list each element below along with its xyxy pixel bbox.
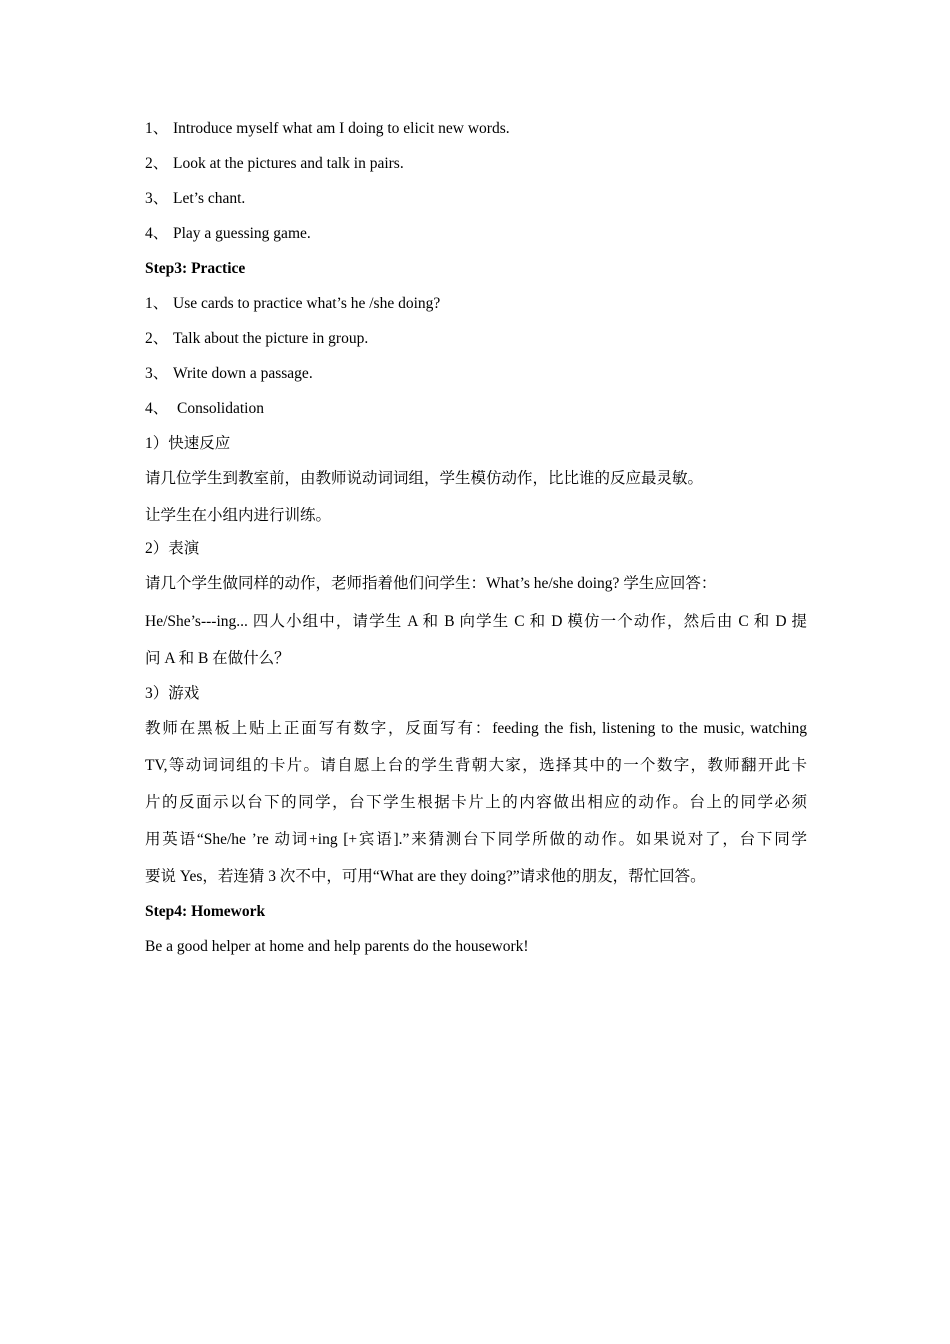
list-text: Write down a passage. xyxy=(173,365,313,382)
list-item xyxy=(145,396,807,431)
list-number: 2、 xyxy=(145,330,169,347)
list-text: Use cards to practice what’s he /she doing? xyxy=(173,295,441,312)
list-number: 1、 xyxy=(145,295,169,312)
paragraph-line: He/She’s---ing... 四人小组中，请学生 A 和 B 向学生 C 和 D 模仿一个动作，然后由 C 和 D 提 xyxy=(145,613,807,630)
step3-list xyxy=(145,291,807,431)
homework-text: Be a good helper at home and help parents do the housework! xyxy=(145,938,529,955)
paragraph-line: TV,等动词词组的卡片。请自愿上台的学生背朝大家，选择其中的一个数字，教师翻开此卡 xyxy=(145,757,807,774)
list-number: 3、 xyxy=(145,365,169,382)
list-number: 2、 xyxy=(145,155,169,172)
step3-heading: Step3: Practice xyxy=(145,260,246,277)
list-number: 1、 xyxy=(145,120,169,137)
list-item xyxy=(145,151,807,186)
list-number: 4、 xyxy=(145,225,169,242)
list-text: Play a guessing game. xyxy=(173,225,311,242)
list-item xyxy=(145,116,807,151)
step4-heading: Step4: Homework xyxy=(145,903,266,920)
paragraph-line: 问 A 和 B 在做什么？ xyxy=(145,650,290,667)
list-number: 3、 xyxy=(145,190,169,207)
list-item xyxy=(145,186,807,221)
intro-list xyxy=(145,116,807,256)
list-text: Consolidation xyxy=(177,400,264,417)
subsection-title-quick-response: 1）快速反应 xyxy=(145,435,231,452)
list-text: Look at the pictures and talk in pairs. xyxy=(173,155,404,172)
document-page xyxy=(145,116,807,969)
paragraph-performance xyxy=(145,571,807,681)
list-text: Introduce myself what am I doing to elicit new words. xyxy=(173,120,510,137)
paragraph-line: 片的反面示以台下的同学，台下学生根据卡片上的内容做出相应的动作。台上的同学必须 xyxy=(145,794,807,811)
paragraph-line: 教师在黑板上贴上正面写有数字，反面写有：feeding the fish, listening to the music, watching xyxy=(145,720,807,737)
list-text: Talk about the picture in group. xyxy=(173,330,369,347)
paragraph-line: 让学生在小组内进行训练。 xyxy=(145,507,332,524)
subsection-title-game: 3）游戏 xyxy=(145,685,200,702)
subsection-title-performance: 2）表演 xyxy=(145,540,200,557)
list-item xyxy=(145,221,807,256)
paragraph-line: 请几个学生做同样的动作，老师指着他们问学生：What’s he/she doing? 学生应回答： xyxy=(145,575,717,592)
list-item xyxy=(145,361,807,396)
paragraph-game xyxy=(145,716,807,899)
list-text: Let’s chant. xyxy=(173,190,246,207)
list-number: 4、 xyxy=(145,400,169,417)
list-item xyxy=(145,291,807,326)
paragraph-line: 用英语“She/he ’re 动词+ing [+宾语].”来猜测台下同学所做的动作。如果说对了，台下同学 xyxy=(145,831,807,848)
list-item xyxy=(145,326,807,361)
paragraph-quick-response xyxy=(145,466,807,536)
paragraph-line: 要说 Yes，若连猜 3 次不中，可用“What are they doing?”请求他的朋友，帮忙回答。 xyxy=(145,868,706,885)
paragraph-line: 请几位学生到教室前，由教师说动词词组，学生模仿动作，比比谁的反应最灵敏。 xyxy=(145,470,704,487)
